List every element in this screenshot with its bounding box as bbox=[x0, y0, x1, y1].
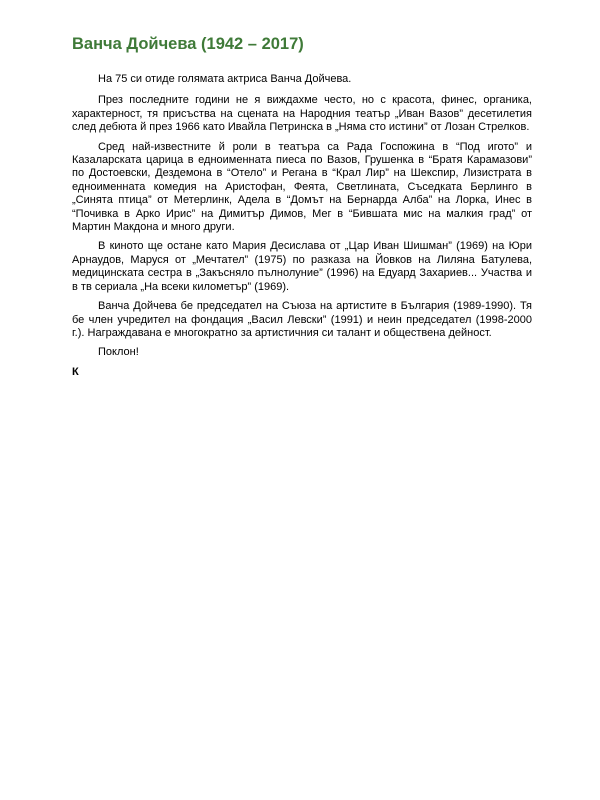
paragraph-theatre-roles: Сред най-известните й роли в театъра са Рада Госпожина в “Под игото” и Казаларската царица в едноименната пиеса по Вазов, Грушенка в “Братя Карамазови” по Достоевски, Дездемона в “Отело” и Регана в “Крал Лир” на Шекспир, Лизистрата в едноименната комедия на Аристофан, Феята, Светлината, Съседката Берлинго в „Синята птица” от Метерлинк, Аделa в “Домът на Бернарда Алба” на Лорка, Инес в “Почивка в Арко Ирис” на Димитър Димов, Мег в “Бившата мис на малкия град” от Мартин Макдона и много други. bbox=[72, 140, 532, 234]
article-title: Ванча Дойчева (1942 – 2017) bbox=[72, 35, 304, 53]
paragraph-film-roles: В киното ще остане като Мария Десислава от „Цар Иван Шишман” (1969) на Юри Арнаудов, Маруся от „Мечтател” (1975) по разказа на Йовков на Лиляна Батулева, медицинската сестра в „Закъсняло пълнолуние” (1996) на Едуард Захариев... Участва и в тв сериала „На всеки километър” (1969). bbox=[72, 240, 532, 293]
paragraph-stage-presence: През последните години не я виждахме често, но с красота, финес, органика, характерност, тя присъства на сцената на Народния театър „Иван Вазов” десетилетия след дебюта й през 1966 като Ивайла Петринска в „Няма сто истини” от Лозан Стрелков. bbox=[72, 94, 532, 134]
article bbox=[72, 34, 532, 379]
paragraph-farewell: Поклон! bbox=[98, 346, 139, 359]
author-signature: К bbox=[72, 365, 79, 378]
paragraph-intro: На 75 си отиде голямата актриса Ванча Дойчева. bbox=[98, 73, 352, 85]
paragraph-public-activity: Ванча Дойчева бе председател на Съюза на артистите в България (1989-1990). Тя бе член учредител на фондация „Васил Левски” (1991) и неин председател (1998-2000 г.). Награждавана е многократно за артистичния си талант и обществена дейност. bbox=[72, 300, 532, 339]
